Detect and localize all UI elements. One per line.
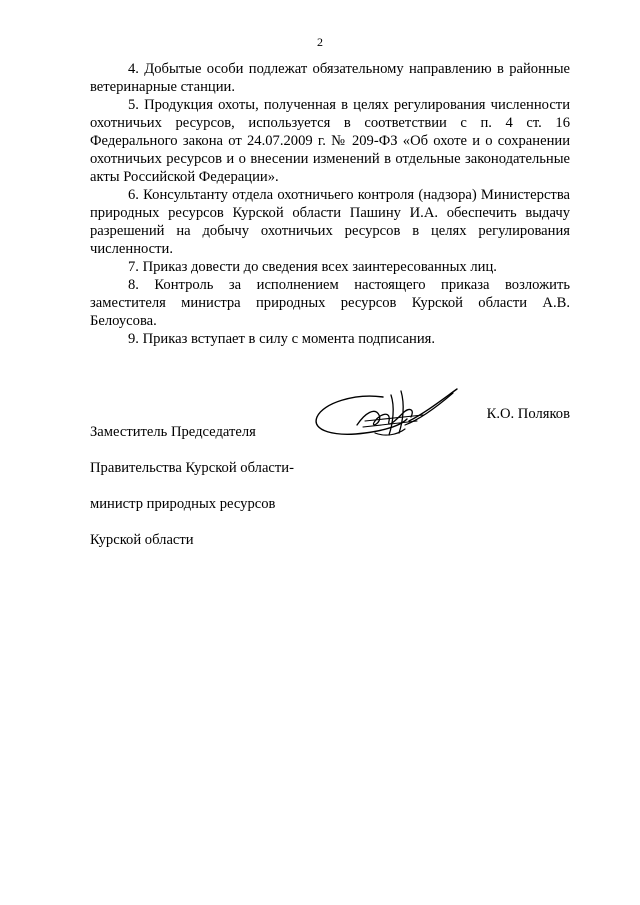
signer-title-line: Курской области (90, 532, 194, 548)
page-number: 2 (317, 35, 323, 49)
signer-title-line: Правительства Курской области- (90, 460, 294, 476)
signer-title-line: министр природных ресурсов (90, 496, 276, 512)
signature-block (90, 405, 570, 548)
paragraph-item-8: 8. Контроль за исполнением настоящего приказа возложить заместителя министра природных ресурсов Курской области А.В. Белоусова. (90, 277, 570, 329)
signer-title-line: Заместитель Председателя (90, 424, 256, 440)
paragraph-item-5: 5. Продукция охоты, полученная в целях регулирования численности охотничьих ресурсов, используется в соответствии с п. 4 ст. 16 Федерального закона от 24.07.2009 г. № 209-ФЗ «Об охоте и о сохранении охотничьих ресурсов и о внесении изменений в отдельные законодательные акты Российской Федерации». (90, 97, 570, 185)
paragraph-item-7: 7. Приказ довести до сведения всех заинтересованных лиц. (128, 259, 497, 275)
paragraph-item-4: 4. Добытые особи подлежат обязательному направлению в районные ветеринарные станции. (90, 61, 570, 95)
handwritten-signature (305, 385, 470, 455)
signer-name: К.О. Поляков (486, 406, 570, 422)
paragraph-item-9: 9. Приказ вступает в силу с момента подписания. (128, 331, 436, 347)
paragraph-item-6: 6. Консультанту отдела охотничьего контроля (надзора) Министерства природных ресурсов Курской области Пашину И.А. обеспечить выдачу разрешений на добычу охотничьих ресурсов в целях регулирования численности. (90, 187, 570, 257)
signer-title (90, 405, 310, 567)
document-body (90, 60, 570, 348)
